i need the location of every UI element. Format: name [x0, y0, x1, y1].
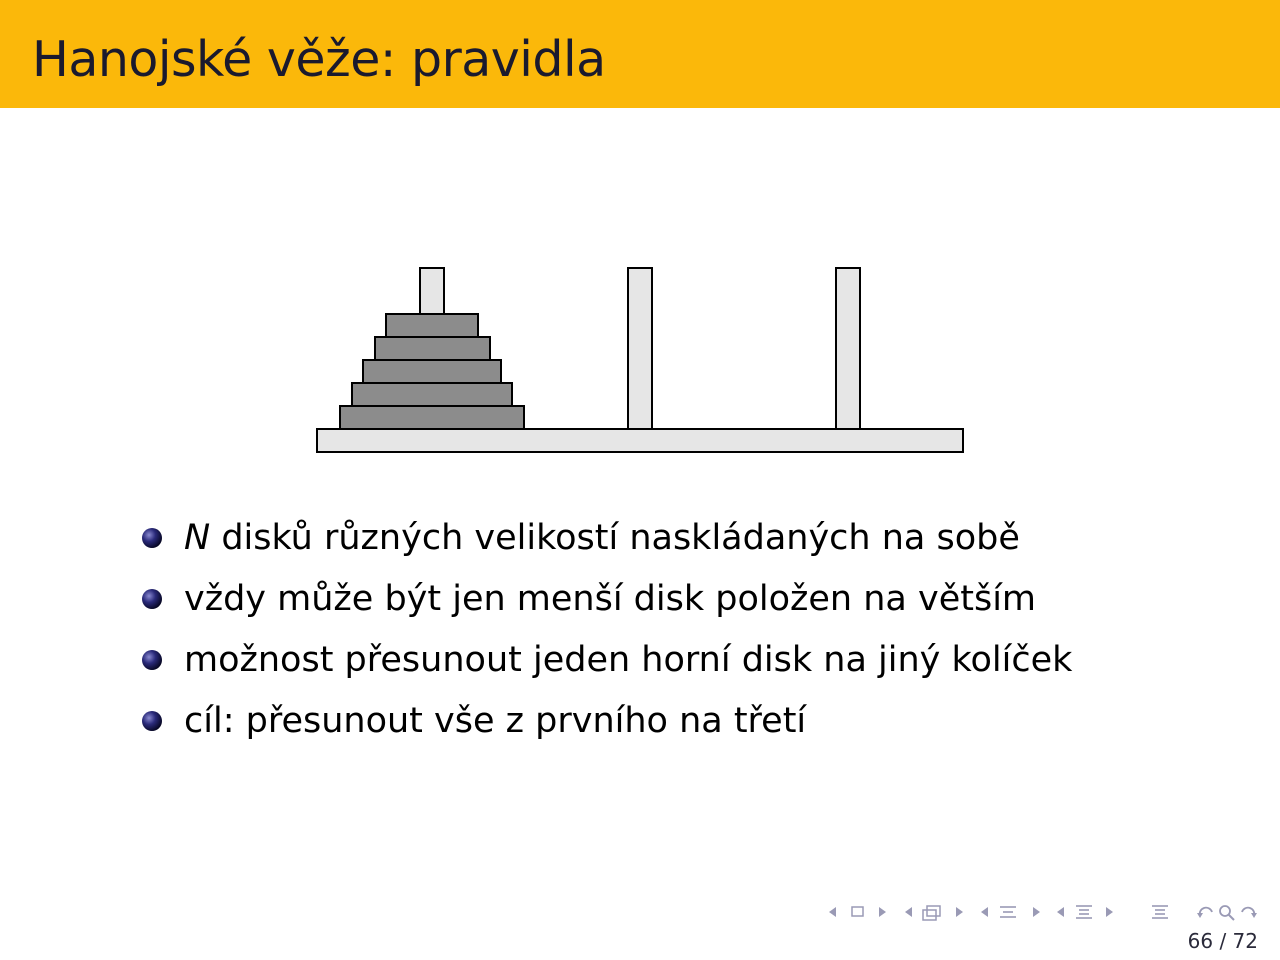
nav-document-icon [1076, 906, 1092, 918]
disk-4 [352, 383, 512, 406]
disk-3 [363, 360, 501, 383]
disk-2 [375, 337, 490, 360]
bullet-text: možnost přesunout jeden horní disk na jiný kolíček [184, 640, 1073, 680]
bullet-text: disků různých velikostí naskládaných na sobě [210, 518, 1020, 558]
bullet-icon [142, 528, 162, 548]
disk-1 [386, 314, 478, 337]
page-current: 66 [1187, 929, 1214, 953]
rules-list [140, 508, 1072, 752]
peg-2 [628, 268, 652, 430]
bullet-icon [142, 650, 162, 670]
nav-next-arrow [1033, 907, 1040, 917]
bullet-text: vždy může být jen menší disk položen na větším [184, 579, 1037, 619]
nav-search-icon [1220, 906, 1230, 916]
list-item [140, 569, 1072, 630]
bullet-icon [142, 711, 162, 731]
page-number [1188, 928, 1258, 954]
nav-section-icon [1000, 907, 1016, 917]
list-item [140, 508, 1072, 569]
beamer-navigation [822, 898, 1272, 928]
list-item [140, 630, 1072, 691]
page-separator: / [1219, 929, 1227, 953]
page-total: 72 [1232, 929, 1258, 953]
nav-next-arrow [1106, 907, 1113, 917]
nav-prev-arrow [905, 907, 912, 917]
nav-frame-icon [852, 907, 863, 916]
nav-subsection-icon [923, 910, 936, 920]
nav-next-arrow [879, 907, 886, 917]
slide-title: Hanojské věže: pravidla [32, 31, 606, 88]
base-plate [317, 429, 963, 452]
list-item [140, 691, 1072, 752]
bullet-icon [142, 589, 162, 609]
nav-prev-arrow [981, 907, 988, 917]
disk-5 [340, 406, 524, 429]
nav-prev-arrow [829, 907, 836, 917]
nav-next-arrow [956, 907, 963, 917]
nav-prev-arrow [1057, 907, 1064, 917]
bullet-italic-n: N [184, 518, 211, 558]
bullet-text: cíl: přesunout vše z prvního na třetí [184, 701, 807, 741]
peg-3 [836, 268, 860, 430]
nav-toc-icon [1152, 906, 1168, 918]
